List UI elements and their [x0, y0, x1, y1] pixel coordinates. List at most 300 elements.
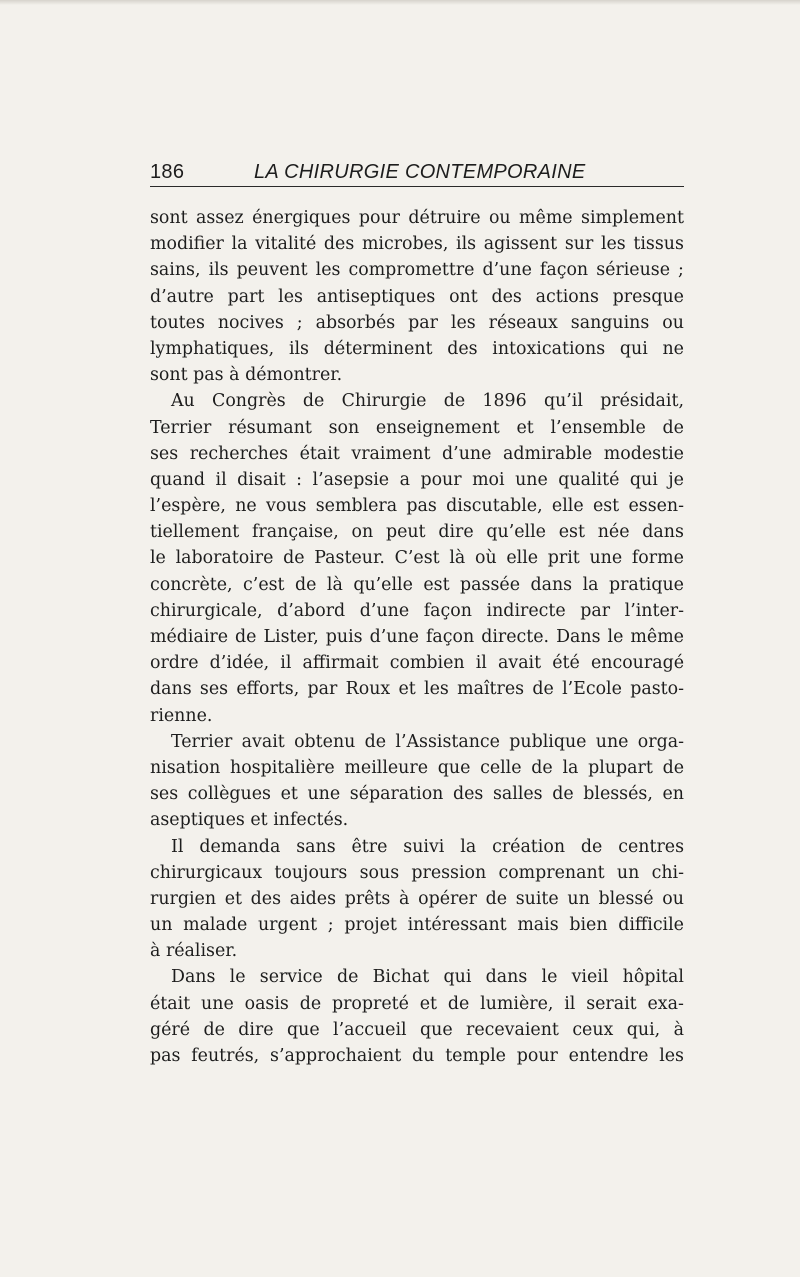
word: concrète, [150, 574, 233, 595]
word: elle [506, 548, 539, 569]
word: les [600, 234, 626, 255]
word: une [589, 548, 623, 569]
word: qui [619, 338, 648, 359]
word: un [567, 888, 590, 909]
word: il [215, 469, 227, 490]
word: assez [196, 208, 244, 228]
word: des [447, 338, 478, 359]
word: dire [438, 522, 474, 543]
word: des [250, 888, 282, 909]
word: d’abord [277, 600, 346, 621]
word: géré [150, 1019, 191, 1040]
word: de [302, 391, 325, 412]
text-line [150, 310, 684, 336]
word: admirable [502, 443, 593, 464]
text-line [150, 598, 684, 624]
word: ou [662, 888, 684, 909]
word: dans [642, 522, 684, 543]
word: qui [443, 967, 472, 988]
word: quand [150, 469, 206, 490]
word: chirurgicale, [150, 600, 263, 621]
word: façon [425, 627, 475, 647]
word: d’une [359, 600, 410, 621]
word: avait [241, 731, 285, 752]
word: l’Ecole [562, 679, 622, 700]
word: de [364, 731, 387, 752]
word: à [673, 1019, 684, 1040]
word: des [453, 784, 484, 805]
word: lymphatiques, [150, 338, 275, 359]
word: qui [629, 469, 658, 490]
word: rienne. [150, 705, 213, 726]
word: enseignement [375, 417, 500, 438]
text-line [150, 545, 684, 571]
word: s’approchaient [270, 1046, 402, 1066]
word: laboratoire [175, 548, 274, 569]
word: dans [150, 679, 192, 700]
word: où [474, 548, 497, 569]
text-line [150, 912, 684, 938]
word: l’Assistance [395, 731, 500, 752]
word: pour [420, 469, 462, 490]
text-line [150, 807, 684, 833]
text-line [150, 650, 684, 676]
word: rurgien [150, 888, 217, 909]
word: française, [252, 522, 339, 543]
word: entendre [568, 1046, 649, 1066]
word: de [580, 836, 603, 857]
word: une [515, 469, 548, 490]
word: et [419, 993, 438, 1014]
word: obtenu [294, 731, 356, 752]
word: elle [551, 496, 584, 517]
word: plupart [588, 757, 653, 778]
text-line [150, 257, 684, 283]
word: affirmait [302, 653, 379, 674]
word: est [423, 574, 450, 595]
word: les [659, 1046, 684, 1066]
word: recevaient [466, 1019, 559, 1040]
word: prêts [344, 888, 391, 909]
word: aseptiques [150, 810, 245, 831]
word: celle [480, 757, 522, 778]
word: suivi [403, 836, 445, 857]
word: infectés. [273, 810, 349, 831]
word: publique [509, 731, 587, 752]
word: passée [460, 574, 520, 595]
text-line [150, 519, 684, 545]
word: c’est [243, 574, 285, 595]
word: toutes [150, 312, 205, 333]
word: de [203, 1019, 225, 1040]
word: part [227, 286, 265, 307]
word: pas [193, 365, 224, 386]
word: Dans [556, 627, 601, 647]
word: Lister, [263, 627, 319, 647]
word: les [424, 679, 449, 700]
word: même [630, 627, 684, 647]
word: salles [492, 784, 543, 805]
word: à [229, 365, 240, 386]
word: Terrier [171, 731, 233, 752]
word: qu’elle [486, 522, 546, 543]
word: par [408, 312, 438, 333]
word: façon [539, 260, 589, 281]
word: collègues [187, 784, 271, 805]
word: pression [411, 862, 487, 883]
word: Il [171, 836, 184, 857]
word: des [491, 286, 522, 307]
word: de [662, 417, 684, 438]
word: disait [237, 469, 286, 490]
word: sans [296, 836, 336, 857]
word: sous [359, 862, 400, 883]
word: et [250, 810, 268, 831]
text-line [150, 362, 684, 388]
word: exa- [647, 993, 684, 1014]
word: les [315, 260, 341, 281]
word: détruire [408, 208, 481, 228]
word: de [531, 757, 553, 778]
text-line [150, 676, 684, 702]
word: projet [344, 915, 397, 936]
word: puis [325, 627, 363, 647]
word: d’une [442, 443, 492, 464]
word: que [437, 757, 471, 778]
word: là [449, 548, 466, 569]
text-line [150, 572, 684, 598]
word: le [229, 967, 246, 988]
text-line [150, 964, 684, 990]
word: temple [445, 1046, 506, 1066]
word: à [399, 888, 410, 909]
word: chi- [651, 862, 684, 883]
word: les [450, 312, 476, 333]
word: déterminent [323, 338, 433, 359]
word: ne [235, 496, 257, 517]
word: il [475, 653, 487, 674]
word: été [552, 653, 580, 674]
word: ils [208, 260, 229, 281]
word: presque [612, 286, 684, 307]
word: médiaire [150, 627, 229, 647]
word: l’ensemble [550, 417, 646, 438]
word: dire [238, 1019, 274, 1040]
word: que [420, 1019, 453, 1040]
word: hospitalière [230, 757, 335, 778]
running-title: LA CHIRURGIE CONTEMPORAINE [254, 161, 586, 183]
word: tissus [633, 234, 684, 255]
word: par [307, 679, 338, 700]
word: ils [288, 338, 309, 359]
word: avait [498, 653, 542, 674]
word: sur [564, 234, 594, 255]
word: intoxications [492, 338, 606, 359]
word: un [616, 862, 640, 883]
word: la [231, 234, 248, 255]
word: ; [296, 312, 303, 333]
word: et [224, 888, 242, 909]
word: dans [485, 967, 528, 988]
word: d’autre [150, 286, 214, 307]
word: dans [530, 574, 573, 595]
word: ils [456, 234, 477, 255]
word: présidait, [600, 391, 684, 412]
word: de [299, 993, 322, 1014]
word: pas [150, 1046, 181, 1066]
word: ordre [150, 653, 199, 674]
word: compromettre [348, 260, 475, 281]
word: encouragé [590, 653, 684, 674]
text-line [150, 624, 684, 650]
word: est [592, 496, 620, 517]
word: du [412, 1046, 435, 1066]
word: toujours [274, 862, 348, 883]
word: discutable, [446, 496, 543, 517]
word: énergiques [252, 208, 351, 228]
word: et [398, 679, 416, 700]
word: ont [449, 286, 478, 307]
word: directe. [481, 627, 550, 647]
word: le [150, 548, 166, 569]
word: par [580, 600, 611, 621]
text-line [150, 991, 684, 1017]
word: à [150, 941, 161, 962]
word: de [447, 993, 470, 1014]
word: des [323, 234, 355, 255]
word: vraiment [351, 443, 431, 464]
word: microbes, [361, 234, 449, 255]
word: chirurgicaux [150, 862, 263, 883]
word: était [299, 443, 340, 464]
word: sont [150, 365, 188, 386]
word: la [562, 757, 579, 778]
word: le [607, 627, 624, 647]
word: service [259, 967, 323, 988]
word: ses [150, 443, 179, 464]
word: nocives [217, 312, 284, 333]
word: de [443, 391, 466, 412]
word: meilleure [344, 757, 428, 778]
word: sanguins [570, 312, 650, 333]
word: qu’elle [353, 574, 413, 595]
word: ses [199, 679, 229, 700]
word: peuvent [236, 260, 308, 281]
word: être [351, 836, 388, 857]
word: urgent [257, 915, 318, 936]
word: pour [516, 1046, 558, 1066]
word: l’accueil [333, 1019, 407, 1040]
word: ou [488, 208, 511, 228]
word: efforts, [236, 679, 300, 700]
word: de [295, 574, 317, 595]
scan-top-edge [0, 0, 800, 5]
word: je [668, 469, 684, 490]
word: Congrès [212, 391, 286, 412]
word: l’espère, [150, 496, 226, 517]
word: 1896 [482, 391, 527, 412]
word: pasto- [630, 679, 684, 700]
word: ; [327, 915, 334, 936]
word: modifier [150, 234, 224, 255]
word: pour [358, 208, 400, 228]
word: combien [389, 653, 465, 674]
word: suite [515, 888, 559, 909]
word: née [597, 522, 630, 543]
word: ou [662, 312, 684, 333]
word: ; [678, 260, 684, 281]
word: aides [289, 888, 336, 909]
word: orga- [637, 731, 684, 752]
word: pratique [608, 574, 684, 595]
text-line [150, 938, 684, 964]
word: hôpital [622, 967, 684, 988]
text-line [150, 336, 684, 362]
word: ceux [572, 1019, 614, 1040]
word: antiseptiques [316, 286, 436, 307]
word: essen- [628, 496, 684, 517]
word: de [283, 548, 305, 569]
text-line [150, 834, 684, 860]
word: ne [662, 338, 684, 359]
word: Roux [345, 679, 391, 700]
word: vous [266, 496, 307, 517]
word: nisation [150, 757, 221, 778]
word: modestie [603, 443, 684, 464]
text-line [150, 467, 684, 493]
word: une [201, 993, 234, 1014]
word: indirecte [486, 600, 566, 621]
word: qu’il [543, 391, 583, 412]
text-line [150, 231, 684, 257]
word: de [336, 967, 359, 988]
word: un [150, 915, 173, 936]
word: : [296, 469, 303, 490]
word: même [519, 208, 573, 228]
word: démontrer. [245, 365, 343, 386]
word: de [235, 627, 257, 647]
word: Au [171, 391, 195, 412]
word: une [595, 731, 629, 752]
word: agissent [483, 234, 558, 255]
text-line [150, 729, 684, 755]
word: Bichat [372, 967, 430, 988]
word: propreté [331, 993, 409, 1014]
word: sérieuse [596, 260, 670, 281]
word: simplement [581, 208, 684, 228]
word: séparation [349, 784, 444, 805]
text-line [150, 415, 684, 441]
word: intéressant [407, 915, 507, 936]
word: en [662, 784, 684, 805]
word: d’une [369, 627, 419, 647]
word: maîtres [457, 679, 525, 700]
word: l’inter- [624, 600, 684, 621]
body-text [150, 205, 684, 1069]
word: de [552, 784, 574, 805]
word: difficile [618, 915, 684, 936]
word: C’est [394, 548, 440, 569]
word: est [558, 522, 585, 543]
word: la [460, 836, 477, 857]
word: l’asepsie [312, 469, 390, 490]
word: serait [586, 993, 637, 1014]
word: une [307, 784, 341, 805]
text-line [150, 703, 684, 729]
word: centres [618, 836, 684, 857]
word: forme [631, 548, 684, 569]
book-page [150, 150, 684, 1069]
word: Chirurgie [341, 391, 427, 412]
word: création [492, 836, 566, 857]
word: semblera [315, 496, 398, 517]
word: moi [472, 469, 505, 490]
word: que [287, 1019, 320, 1040]
word: Terrier [150, 417, 212, 438]
word: blessé [598, 888, 654, 909]
word: comprenant [498, 862, 605, 883]
text-line [150, 755, 684, 781]
word: feutrés, [191, 1046, 260, 1066]
word: tiellement [150, 522, 240, 543]
text-line [150, 284, 684, 310]
word: vieil [571, 967, 609, 988]
word: prit [547, 548, 580, 569]
text-line [150, 388, 684, 414]
word: vitalité [255, 234, 317, 255]
text-line [150, 886, 684, 912]
word: malade [183, 915, 248, 936]
word: la [582, 574, 599, 595]
text-line [150, 860, 684, 886]
running-header [150, 150, 684, 187]
text-line [150, 781, 684, 807]
word: résumant [228, 417, 312, 438]
text-line [150, 205, 684, 231]
word: là [326, 574, 343, 595]
word: d’une [482, 260, 532, 281]
word: on [351, 522, 374, 543]
word: bien [569, 915, 608, 936]
word: blessés, [583, 784, 653, 805]
word: sains, [150, 260, 201, 281]
word: ses [150, 784, 179, 805]
word: absorbés [315, 312, 396, 333]
word: mais [517, 915, 559, 936]
word: il [564, 993, 576, 1014]
word: peut [385, 522, 426, 543]
word: réseaux [488, 312, 558, 333]
word: recherches [189, 443, 289, 464]
text-line [150, 1043, 684, 1069]
text-line [150, 493, 684, 519]
word: était [150, 993, 191, 1014]
page-number: 186 [150, 161, 185, 183]
word: Pasteur. [314, 548, 385, 569]
word: pas [406, 496, 437, 517]
text-line [150, 1017, 684, 1043]
word: d’idée, [209, 653, 270, 674]
word: il [280, 653, 292, 674]
word: de [532, 679, 554, 700]
word: actions [535, 286, 599, 307]
word: son [328, 417, 360, 438]
word: façon [423, 600, 472, 621]
word: a [399, 469, 410, 490]
word: de [485, 888, 508, 909]
word: sont [150, 208, 188, 228]
word: qualité [558, 469, 620, 490]
